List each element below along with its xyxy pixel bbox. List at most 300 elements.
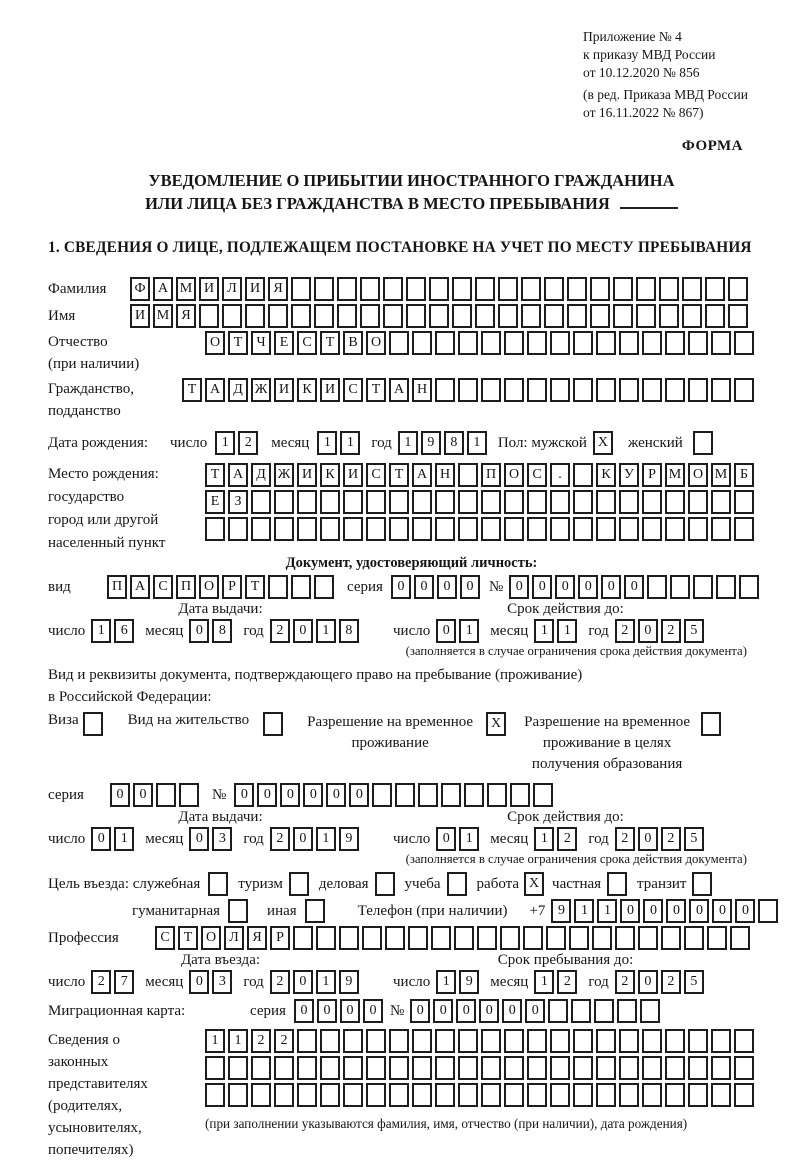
char-cell[interactable]: Т: [320, 331, 340, 355]
char-cell[interactable]: [592, 926, 612, 950]
char-cell[interactable]: [475, 277, 495, 301]
char-cell[interactable]: [245, 304, 265, 328]
char-cell[interactable]: [435, 378, 455, 402]
char-cell[interactable]: П: [107, 575, 127, 599]
char-cell[interactable]: 0: [234, 783, 254, 807]
char-cell[interactable]: [758, 899, 778, 923]
char-cell[interactable]: [205, 1056, 225, 1080]
char-cell[interactable]: [360, 277, 380, 301]
char-cell[interactable]: Т: [205, 463, 225, 487]
char-cell[interactable]: [527, 1029, 547, 1053]
char-cell[interactable]: 0: [257, 783, 277, 807]
char-cell[interactable]: [682, 304, 702, 328]
char-cell[interactable]: [569, 926, 589, 950]
char-cell[interactable]: П: [481, 463, 501, 487]
char-cell[interactable]: 1: [205, 1029, 225, 1053]
id-valid-year-cells[interactable]: [615, 619, 707, 643]
char-cell[interactable]: [711, 331, 731, 355]
id-issue-year-cells[interactable]: [270, 619, 362, 643]
char-cell[interactable]: [274, 1083, 294, 1107]
char-cell[interactable]: 5: [684, 619, 704, 643]
char-cell[interactable]: [274, 1056, 294, 1080]
char-cell[interactable]: [730, 926, 750, 950]
char-cell[interactable]: [343, 517, 363, 541]
char-cell[interactable]: [734, 1083, 754, 1107]
char-cell[interactable]: [734, 490, 754, 514]
char-cell[interactable]: [659, 304, 679, 328]
char-cell[interactable]: О: [504, 463, 524, 487]
char-cell[interactable]: [665, 378, 685, 402]
char-cell[interactable]: [596, 517, 616, 541]
char-cell[interactable]: [389, 1056, 409, 1080]
residence-valid-year-cells[interactable]: [615, 827, 707, 851]
char-cell[interactable]: 1: [459, 827, 479, 851]
char-cell[interactable]: [527, 331, 547, 355]
char-cell[interactable]: 0: [643, 899, 663, 923]
stay-month-cells[interactable]: [534, 970, 580, 994]
char-cell[interactable]: [573, 1056, 593, 1080]
char-cell[interactable]: [705, 277, 725, 301]
char-cell[interactable]: Н: [435, 463, 455, 487]
char-cell[interactable]: [550, 1029, 570, 1053]
char-cell[interactable]: [435, 1056, 455, 1080]
char-cell[interactable]: 0: [555, 575, 575, 599]
char-cell[interactable]: [383, 304, 403, 328]
char-cell[interactable]: 1: [557, 619, 577, 643]
birthplace-cells-line3[interactable]: [205, 517, 757, 541]
char-cell[interactable]: 5: [684, 827, 704, 851]
char-cell[interactable]: [550, 490, 570, 514]
char-cell[interactable]: 0: [340, 999, 360, 1023]
char-cell[interactable]: 0: [436, 619, 456, 643]
char-cell[interactable]: С: [527, 463, 547, 487]
char-cell[interactable]: А: [412, 463, 432, 487]
char-cell[interactable]: [343, 1083, 363, 1107]
char-cell[interactable]: [458, 378, 478, 402]
char-cell[interactable]: [441, 783, 461, 807]
temp-edu-checkbox[interactable]: [701, 712, 724, 736]
stay-year-cells[interactable]: [615, 970, 707, 994]
char-cell[interactable]: [372, 783, 392, 807]
char-cell[interactable]: X: [593, 431, 613, 455]
char-cell[interactable]: 1: [317, 431, 337, 455]
char-cell[interactable]: К: [297, 378, 317, 402]
birthplace-cells-line1[interactable]: [205, 463, 757, 487]
char-cell[interactable]: [362, 926, 382, 950]
char-cell[interactable]: [222, 304, 242, 328]
char-cell[interactable]: 2: [615, 827, 635, 851]
char-cell[interactable]: [701, 712, 721, 736]
char-cell[interactable]: [661, 926, 681, 950]
char-cell[interactable]: Р: [222, 575, 242, 599]
char-cell[interactable]: [293, 926, 313, 950]
char-cell[interactable]: [339, 926, 359, 950]
purpose-study-checkbox[interactable]: [447, 872, 470, 896]
purpose-private-checkbox[interactable]: [607, 872, 630, 896]
char-cell[interactable]: [619, 1083, 639, 1107]
char-cell[interactable]: [366, 1056, 386, 1080]
char-cell[interactable]: С: [343, 378, 363, 402]
char-cell[interactable]: [684, 926, 704, 950]
char-cell[interactable]: 0: [363, 999, 383, 1023]
char-cell[interactable]: [734, 378, 754, 402]
char-cell[interactable]: [418, 783, 438, 807]
char-cell[interactable]: [716, 575, 736, 599]
char-cell[interactable]: [452, 277, 472, 301]
char-cell[interactable]: [711, 1083, 731, 1107]
entry-month-cells[interactable]: [189, 970, 235, 994]
char-cell[interactable]: [343, 490, 363, 514]
char-cell[interactable]: [435, 1083, 455, 1107]
char-cell[interactable]: 0: [532, 575, 552, 599]
char-cell[interactable]: [705, 304, 725, 328]
char-cell[interactable]: [590, 277, 610, 301]
char-cell[interactable]: [454, 926, 474, 950]
char-cell[interactable]: [692, 872, 712, 896]
char-cell[interactable]: З: [228, 490, 248, 514]
birth-month-cells[interactable]: [317, 431, 363, 455]
char-cell[interactable]: [458, 517, 478, 541]
char-cell[interactable]: [647, 575, 667, 599]
char-cell[interactable]: [389, 517, 409, 541]
residence-valid-month-cells[interactable]: [534, 827, 580, 851]
char-cell[interactable]: [504, 1029, 524, 1053]
id-series-cells[interactable]: [391, 575, 483, 599]
char-cell[interactable]: [665, 1056, 685, 1080]
char-cell[interactable]: [638, 926, 658, 950]
char-cell[interactable]: [527, 517, 547, 541]
char-cell[interactable]: [337, 277, 357, 301]
char-cell[interactable]: [412, 331, 432, 355]
purpose-transit-checkbox[interactable]: [692, 872, 715, 896]
char-cell[interactable]: О: [366, 331, 386, 355]
char-cell[interactable]: Ж: [251, 378, 271, 402]
char-cell[interactable]: 8: [212, 619, 232, 643]
char-cell[interactable]: 0: [317, 999, 337, 1023]
purpose-humanitarian-checkbox[interactable]: [228, 899, 251, 923]
char-cell[interactable]: 1: [436, 970, 456, 994]
char-cell[interactable]: Т: [228, 331, 248, 355]
char-cell[interactable]: Т: [182, 378, 202, 402]
char-cell[interactable]: [550, 378, 570, 402]
char-cell[interactable]: [205, 517, 225, 541]
char-cell[interactable]: 0: [91, 827, 111, 851]
char-cell[interactable]: [728, 277, 748, 301]
char-cell[interactable]: [481, 490, 501, 514]
char-cell[interactable]: [688, 1029, 708, 1053]
char-cell[interactable]: 1: [398, 431, 418, 455]
char-cell[interactable]: Е: [205, 490, 225, 514]
char-cell[interactable]: [594, 999, 614, 1023]
char-cell[interactable]: [739, 575, 759, 599]
char-cell[interactable]: 0: [293, 619, 313, 643]
char-cell[interactable]: Л: [222, 277, 242, 301]
char-cell[interactable]: 0: [189, 970, 209, 994]
char-cell[interactable]: 0: [414, 575, 434, 599]
char-cell[interactable]: [320, 1029, 340, 1053]
char-cell[interactable]: [458, 1083, 478, 1107]
char-cell[interactable]: [179, 783, 199, 807]
char-cell[interactable]: [571, 999, 591, 1023]
char-cell[interactable]: О: [201, 926, 221, 950]
char-cell[interactable]: [504, 490, 524, 514]
char-cell[interactable]: И: [199, 277, 219, 301]
char-cell[interactable]: И: [130, 304, 150, 328]
char-cell[interactable]: [431, 926, 451, 950]
char-cell[interactable]: [636, 304, 656, 328]
char-cell[interactable]: 0: [293, 827, 313, 851]
char-cell[interactable]: [688, 490, 708, 514]
id-issue-month-cells[interactable]: [189, 619, 235, 643]
char-cell[interactable]: [412, 490, 432, 514]
char-cell[interactable]: [642, 490, 662, 514]
char-cell[interactable]: [550, 1056, 570, 1080]
char-cell[interactable]: [297, 490, 317, 514]
char-cell[interactable]: [504, 517, 524, 541]
char-cell[interactable]: 0: [437, 575, 457, 599]
char-cell[interactable]: Р: [270, 926, 290, 950]
char-cell[interactable]: [642, 1056, 662, 1080]
char-cell[interactable]: Ж: [274, 463, 294, 487]
entry-day-cells[interactable]: [91, 970, 137, 994]
char-cell[interactable]: О: [199, 575, 219, 599]
char-cell[interactable]: [613, 304, 633, 328]
char-cell[interactable]: 1: [316, 970, 336, 994]
char-cell[interactable]: [734, 1056, 754, 1080]
char-cell[interactable]: 0: [280, 783, 300, 807]
char-cell[interactable]: Б: [734, 463, 754, 487]
char-cell[interactable]: 0: [502, 999, 522, 1023]
char-cell[interactable]: 0: [294, 999, 314, 1023]
char-cell[interactable]: 7: [114, 970, 134, 994]
char-cell[interactable]: [596, 331, 616, 355]
char-cell[interactable]: [642, 517, 662, 541]
char-cell[interactable]: [297, 1056, 317, 1080]
char-cell[interactable]: [693, 575, 713, 599]
char-cell[interactable]: [619, 1029, 639, 1053]
char-cell[interactable]: 2: [91, 970, 111, 994]
char-cell[interactable]: [412, 517, 432, 541]
char-cell[interactable]: [205, 1083, 225, 1107]
char-cell[interactable]: Я: [176, 304, 196, 328]
char-cell[interactable]: 5: [684, 970, 704, 994]
char-cell[interactable]: С: [297, 331, 317, 355]
char-cell[interactable]: [550, 1083, 570, 1107]
char-cell[interactable]: 2: [615, 619, 635, 643]
char-cell[interactable]: 0: [433, 999, 453, 1023]
char-cell[interactable]: [523, 926, 543, 950]
char-cell[interactable]: А: [228, 463, 248, 487]
char-cell[interactable]: О: [205, 331, 225, 355]
char-cell[interactable]: [208, 872, 228, 896]
char-cell[interactable]: [316, 926, 336, 950]
residence-number-cells[interactable]: [234, 783, 556, 807]
id-valid-day-cells[interactable]: [436, 619, 482, 643]
char-cell[interactable]: [251, 490, 271, 514]
char-cell[interactable]: [567, 304, 587, 328]
char-cell[interactable]: 2: [251, 1029, 271, 1053]
char-cell[interactable]: [458, 331, 478, 355]
char-cell[interactable]: 0: [133, 783, 153, 807]
id-kind-cells[interactable]: [107, 575, 337, 599]
char-cell[interactable]: [596, 490, 616, 514]
char-cell[interactable]: [550, 331, 570, 355]
char-cell[interactable]: Е: [274, 331, 294, 355]
char-cell[interactable]: [320, 1056, 340, 1080]
char-cell[interactable]: И: [320, 378, 340, 402]
char-cell[interactable]: [619, 490, 639, 514]
char-cell[interactable]: [268, 575, 288, 599]
char-cell[interactable]: [320, 490, 340, 514]
char-cell[interactable]: 1: [114, 827, 134, 851]
char-cell[interactable]: [314, 575, 334, 599]
char-cell[interactable]: 9: [339, 827, 359, 851]
char-cell[interactable]: [263, 712, 283, 736]
char-cell[interactable]: 8: [339, 619, 359, 643]
char-cell[interactable]: К: [320, 463, 340, 487]
char-cell[interactable]: 6: [114, 619, 134, 643]
char-cell[interactable]: 1: [228, 1029, 248, 1053]
char-cell[interactable]: 0: [436, 827, 456, 851]
char-cell[interactable]: [711, 517, 731, 541]
char-cell[interactable]: Т: [366, 378, 386, 402]
char-cell[interactable]: [728, 304, 748, 328]
char-cell[interactable]: 9: [339, 970, 359, 994]
char-cell[interactable]: [527, 1083, 547, 1107]
char-cell[interactable]: М: [176, 277, 196, 301]
char-cell[interactable]: [477, 926, 497, 950]
migration-series-cells[interactable]: [294, 999, 386, 1023]
char-cell[interactable]: Ф: [130, 277, 150, 301]
phone-cells[interactable]: [551, 899, 781, 923]
char-cell[interactable]: [289, 872, 309, 896]
char-cell[interactable]: 0: [525, 999, 545, 1023]
char-cell[interactable]: [408, 926, 428, 950]
residence-valid-day-cells[interactable]: [436, 827, 482, 851]
purpose-business-checkbox[interactable]: [375, 872, 398, 896]
char-cell[interactable]: К: [596, 463, 616, 487]
char-cell[interactable]: [544, 304, 564, 328]
char-cell[interactable]: [711, 1056, 731, 1080]
char-cell[interactable]: [619, 331, 639, 355]
char-cell[interactable]: [734, 517, 754, 541]
char-cell[interactable]: [573, 463, 593, 487]
char-cell[interactable]: [291, 575, 311, 599]
char-cell[interactable]: [366, 1029, 386, 1053]
char-cell[interactable]: [406, 277, 426, 301]
sex-female-checkbox[interactable]: [693, 431, 716, 455]
char-cell[interactable]: [693, 431, 713, 455]
migration-number-cells[interactable]: [410, 999, 663, 1023]
char-cell[interactable]: 0: [410, 999, 430, 1023]
char-cell[interactable]: Т: [178, 926, 198, 950]
char-cell[interactable]: [619, 517, 639, 541]
char-cell[interactable]: [337, 304, 357, 328]
char-cell[interactable]: 3: [212, 970, 232, 994]
birth-day-cells[interactable]: [215, 431, 261, 455]
char-cell[interactable]: [305, 899, 325, 923]
char-cell[interactable]: [590, 304, 610, 328]
char-cell[interactable]: [481, 1083, 501, 1107]
char-cell[interactable]: [481, 331, 501, 355]
char-cell[interactable]: [314, 304, 334, 328]
char-cell[interactable]: [688, 1083, 708, 1107]
char-cell[interactable]: [659, 277, 679, 301]
char-cell[interactable]: [573, 1029, 593, 1053]
char-cell[interactable]: [573, 378, 593, 402]
char-cell[interactable]: 0: [479, 999, 499, 1023]
char-cell[interactable]: [156, 783, 176, 807]
char-cell[interactable]: [487, 783, 507, 807]
purpose-tourism-checkbox[interactable]: [289, 872, 312, 896]
char-cell[interactable]: [498, 304, 518, 328]
char-cell[interactable]: [527, 1056, 547, 1080]
char-cell[interactable]: М: [153, 304, 173, 328]
char-cell[interactable]: 9: [459, 970, 479, 994]
char-cell[interactable]: 2: [661, 827, 681, 851]
char-cell[interactable]: [665, 517, 685, 541]
char-cell[interactable]: 0: [391, 575, 411, 599]
char-cell[interactable]: 0: [620, 899, 640, 923]
char-cell[interactable]: [481, 378, 501, 402]
char-cell[interactable]: [297, 1029, 317, 1053]
char-cell[interactable]: 2: [661, 970, 681, 994]
char-cell[interactable]: 1: [467, 431, 487, 455]
char-cell[interactable]: [596, 1056, 616, 1080]
char-cell[interactable]: 1: [534, 970, 554, 994]
id-issue-day-cells[interactable]: [91, 619, 137, 643]
char-cell[interactable]: [665, 331, 685, 355]
char-cell[interactable]: X: [524, 872, 544, 896]
char-cell[interactable]: И: [297, 463, 317, 487]
char-cell[interactable]: С: [366, 463, 386, 487]
char-cell[interactable]: [548, 999, 568, 1023]
char-cell[interactable]: [389, 490, 409, 514]
char-cell[interactable]: [481, 1029, 501, 1053]
char-cell[interactable]: [429, 304, 449, 328]
char-cell[interactable]: [682, 277, 702, 301]
char-cell[interactable]: 0: [578, 575, 598, 599]
char-cell[interactable]: [366, 517, 386, 541]
char-cell[interactable]: [619, 1056, 639, 1080]
char-cell[interactable]: [481, 517, 501, 541]
char-cell[interactable]: [711, 378, 731, 402]
char-cell[interactable]: Н: [412, 378, 432, 402]
purpose-official-checkbox[interactable]: [208, 872, 231, 896]
char-cell[interactable]: Т: [245, 575, 265, 599]
char-cell[interactable]: 0: [110, 783, 130, 807]
char-cell[interactable]: [707, 926, 727, 950]
entry-year-cells[interactable]: [270, 970, 362, 994]
char-cell[interactable]: .: [550, 463, 570, 487]
char-cell[interactable]: Я: [247, 926, 267, 950]
residence-issue-day-cells[interactable]: [91, 827, 137, 851]
char-cell[interactable]: [291, 304, 311, 328]
char-cell[interactable]: 0: [349, 783, 369, 807]
char-cell[interactable]: А: [205, 378, 225, 402]
char-cell[interactable]: [435, 1029, 455, 1053]
char-cell[interactable]: [458, 1056, 478, 1080]
char-cell[interactable]: 1: [316, 619, 336, 643]
representatives-cells-line1[interactable]: [205, 1029, 757, 1053]
char-cell[interactable]: 2: [557, 827, 577, 851]
char-cell[interactable]: [389, 1029, 409, 1053]
char-cell[interactable]: [314, 277, 334, 301]
char-cell[interactable]: [504, 1056, 524, 1080]
char-cell[interactable]: [435, 331, 455, 355]
char-cell[interactable]: X: [486, 712, 506, 736]
char-cell[interactable]: [429, 277, 449, 301]
